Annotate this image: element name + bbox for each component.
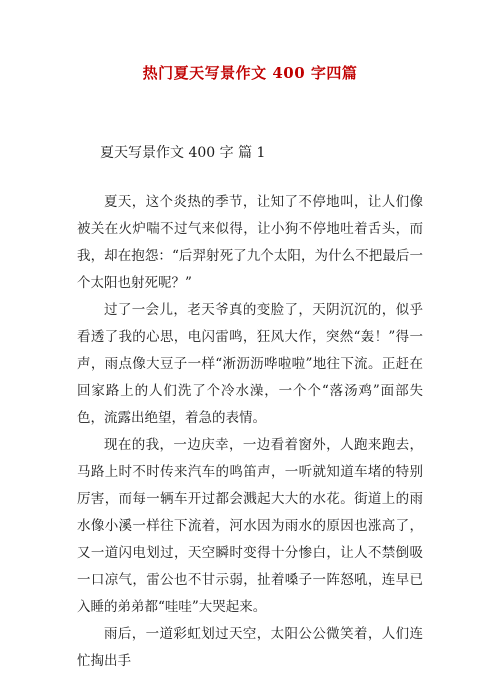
paragraph: 雨后，一道彩虹划过天空，太阳公公微笑着，人们连忙掏出手 — [77, 626, 423, 669]
paragraph: 夏天，这个炎热的季节，让知了不停地叫，让人们像被关在火炉喘不过气来似得，让小狗不停地吐着舌头，而我，却在抱怨：“后羿射死了九个太阳，为什么不把最后一个太阳也射死呢？” — [77, 194, 423, 291]
section-heading: 夏天写景作文 400 字 篇 1 — [100, 145, 266, 161]
paragraph: 过了一会儿，老天爷真的变脸了，天阴沉沉的，似乎看透了我的心思，电闪雷鸣，狂风大作，突然“轰！”得一声，雨点像大豆子一样“淅沥沥哗啦啦”地往下流。正赶在回家路上的人们洗了个冷水澡，一个个“落汤鸡”面部失色，流露出绝望，着急的表情。 — [77, 302, 423, 426]
document-body — [77, 189, 423, 675]
document-title: 热门夏天写景作文 400 字四篇 — [142, 64, 358, 82]
paragraph: 现在的我，一边庆幸，一边看着窗外，人跑来跑去，马路上时不时传来汽车的鸣笛声，一听就知道车堵的特别厉害，而每一辆车开过都会溅起大大的水花。街道上的雨水像小溪一样往下流着，河水因为雨水的原因也涨高了，又一道闪电划过，天空瞬时变得十分惨白，让人不禁倒吸一口凉气，雷公也不甘示弱，扯着嗓子一阵怒吼，连早已入睡的弟弟都“哇哇”大哭起来。 — [77, 437, 423, 615]
